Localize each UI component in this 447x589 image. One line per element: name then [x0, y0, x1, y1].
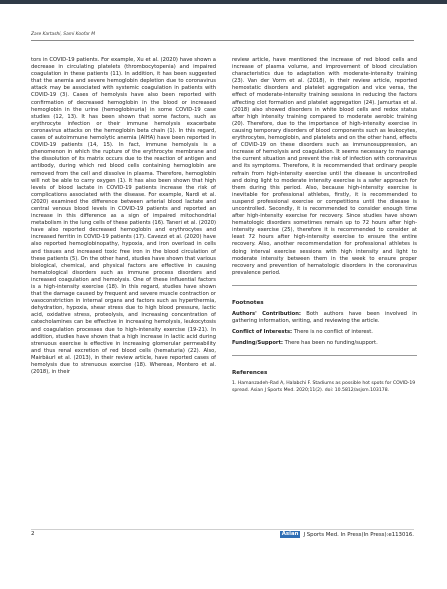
reference-item: 1. Hamanzadeh-Rad A, Halabchi F. Stadiums as possible hot spots for COVID-19 spread. Asian J Sports Med. 2020;11(2). doi: 10.5812/asjsm.103178.: [232, 381, 416, 393]
contribution-text: Both authors have been involved in gathering information, writing, and reviewing the article.: [232, 311, 417, 325]
conflict-text: There is no conflict of interest.: [293, 329, 373, 336]
journal-citation: J Sports Med. In Press(In Press):e113016.: [303, 531, 414, 538]
conflict-of-interests: [232, 329, 417, 336]
page-number: 2: [31, 531, 35, 537]
funding-label: Funding/Support:: [232, 340, 283, 347]
authors-contribution: [232, 311, 417, 325]
footer-rule: [31, 529, 414, 530]
header-rule: [31, 40, 414, 41]
running-head-authors: Zare Kartashi, Sami Koofar M: [31, 32, 96, 37]
section-divider: [232, 355, 417, 356]
funding-support: [232, 340, 417, 347]
top-color-bar: [0, 0, 447, 4]
footnotes-title: Footnotes: [232, 299, 264, 306]
references-title: References: [232, 370, 268, 377]
right-column: [232, 57, 417, 394]
funding-text: There has been no funding/support.: [284, 340, 378, 347]
left-column: [31, 57, 216, 376]
journal-badge: Asian: [281, 531, 299, 537]
contribution-label: Authors' Contribution:: [232, 311, 301, 317]
body-paragraph: tors in COVID-19 patients. For example, Xu et al. (2020) have shown a decrease in circulating platelets (thrombocytopenia) and impaired coagulation in these patients (11). In addition, it has been suggested that the anemia and severe hemoglobin depletion due to coronavirus attack may be associated with systemic coagulation in patients with COVID-19 (3). Cases of hemolysis have also been reported with confirmation of decreased hemoglobin in the blood or increased hemoglobin in the urine (hemoglobinuria) in some COVID-19 case studies (12, 13). It has been shown that some factors, such as erythrocyte infection or their immune hemolysis exacerbate coronavirus attacks on the hemoglobin beta chain (1). In this regard, cases of autoimmune hemolytic anemia (AIHA) have been reported in COVID-19 patients (14, 15). In fact, immune hemolysis is a phenomenon in which the rupture of the erythrocyte membrane and the dissolution of its matrix occurs due to the reaction of antigen and antibody, during which red blood cells containing hemoglobin are removed from the cell and dissolve in plasma. Therefore, hemoglobin will not be able to carry oxygen (1). It has also been shown that high levels of blood lactate in COVID-19 patients increase the risk of complications associated with the disease. For example, Nardi et al. (2020) examined the difference between arterial blood lactate and central venous blood levels in COVID-19 patients and reported an increase in this difference as a sign of impaired mitochondrial metabolism in the lung cells of these patients (16). Taneri et al. (2020) have also reported decreased hemoglobin and erythrocytes and increased ferritin in COVID-19 patients (17). Cavezzi et al. (2020) have also reported hemoglobinopathy, hypoxia, and iron overload in cells and tissues and increased toxic free iron in the blood circulation of these patients (5). On the other hand, studies have shown that various biological, chemical, and physical factors are effective in causing hematological disorders such as immune process disorders and increased coagulation and hemolysis. One of these influential factors is a high-intensity exercise (18). In this regard, studies have shown that the damage caused by frequent and severe muscle contraction or vasoconstriction in internal organs and factors such as hyperthermia, dehydration, hypoxia, shear stress due to high blood pressure, lactic acid, oxidative stress, proteolysis, and increasing concentration of catecholamines can be effective in increasing hemolysis, leukocytosis and coagulation processes due to high-intensity exercise (19-21). In addition, studies have shown that a high increase in lactic acid during strenuous exercise is effective in increasing glomerular permeability and thus renal excretion of red blood cells (hematuria) (22). Also, Mairbäurl et al. (2013), in their review article, have reported cases of hemolysis due to strenuous exercise (18). Whereas, Montero et al. (2018), in their: [31, 57, 216, 376]
conflict-label: Conflict of Interests:: [232, 329, 293, 336]
journal-citation-footer: [280, 531, 414, 538]
body-paragraph: review article, have mentioned the increase of red blood cells and increase of plasma volume, and improvement of blood circulation characteristics due to adaptation with moderate-intensity training (23). Van der Vorm et al. (2018), in their review article, reported hemostatic disorders and platelet aggregation and vice versa, the effect of moderate-intensity training sessions in reducing the factors affecting clot formation and platelet aggregation (24). Jamurtas et al. (2018) also showed disorders in white blood cells and redox status after high intensity training compared to moderate aerobic training (20). Therefore, due to the importance of high-intensity exercise in causing temporary disorders of blood components such as leukocytes, erythrocytes, hemoglobin, and platelets and on the other hand, effects of COVID-19 on these disorders such as immunosuppression, an increase of hemolysis and coagulation. It seems necessary to manage the current situation and prevent the risk of infection with coronavirus and its symptoms. Therefore, it is recommended that ordinary people refrain from high-intensity exercise until the disease is uncontrolled and doing light to moderate intensity exercise is a safer approach for them during this period. Also, because high-intensity exercise is inevitable for professional athletes, firstly, it is recommended to suspend professional exercise or competitions until the disease is uncontrolled. Secondly, it is recommended to consider enough time after high-intensity exercise for recovery. Since studies have shown hematologic disorders sometimes remain up to 72 hours after high-intensity exercise (25), therefore it is recommended to consider at least 72 hours after high-intensity exercise to ensure the entire recovery. Also, another recommendation for professional athletes is doing interval exercise sessions with high intensity and light to moderate intensity between them in the week to ensure proper recovery and prevention of hematologic disorders in the coronavirus prevalence period.: [232, 57, 417, 276]
section-divider: [232, 285, 417, 286]
